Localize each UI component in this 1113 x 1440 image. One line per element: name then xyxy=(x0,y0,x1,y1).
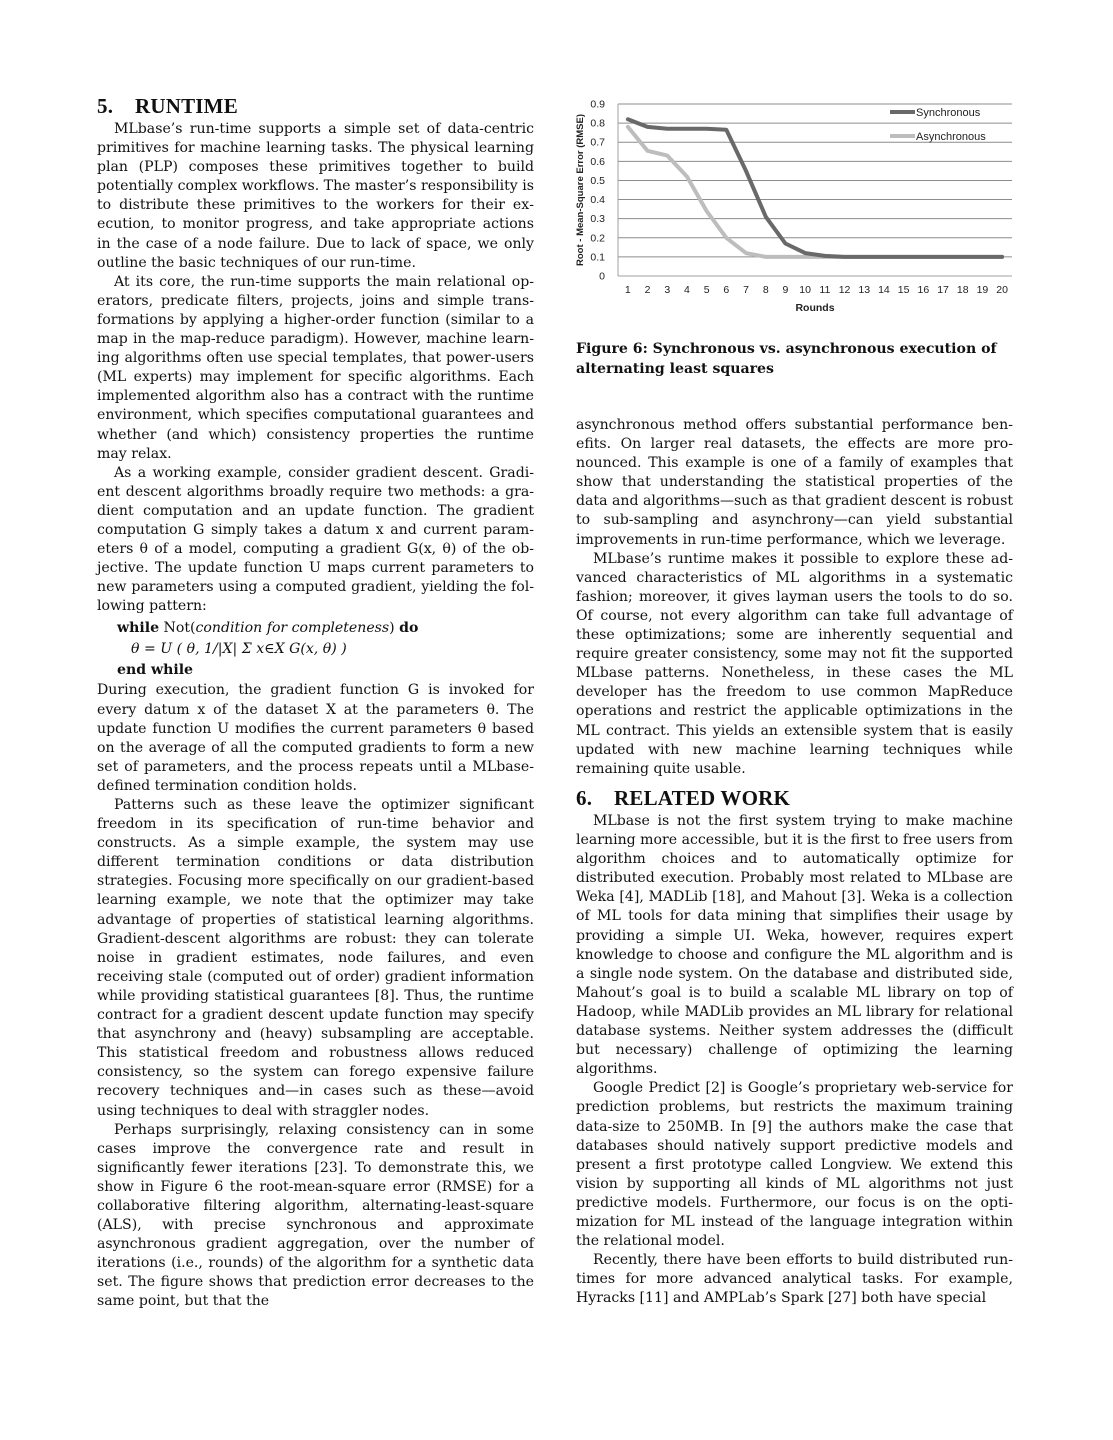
x-tick-label: 1 xyxy=(624,284,631,296)
left-column xyxy=(97,94,534,1312)
paragraph: As a working example, consider gradient descent. Gradient descent algorithms broadly require two methods: a gradient computation and an update function. The gradient computation G simply takes a datum x and current parameters θ of a model, computing a gradient G(x, θ) of the objective. The update function U maps current parameters to new parameters using a computed gradient, yielding the following pattern: xyxy=(97,464,534,615)
y-tick-label: 0.6 xyxy=(590,155,605,168)
y-tick-label: 0.4 xyxy=(590,194,605,207)
x-tick-label: 3 xyxy=(664,284,671,296)
section-title: RUNTIME xyxy=(135,94,238,118)
x-tick-label: 13 xyxy=(858,284,871,296)
section-number: 5. xyxy=(97,94,114,118)
right-column xyxy=(576,416,1013,779)
x-tick-label: 11 xyxy=(819,284,831,296)
paragraph: Perhaps surprisingly, relaxing consistency can in some cases improve the convergence rate and result in significantly fewer iterations [23]. To demonstrate this, we show in Figure 6 the root-mean-square error (RMSE) for a collaborative filtering algorithm, alternating-least-square (ALS), with precise synchronous and approximate asynchronous gradient aggregation, over the number of iterations (i.e., rounds) of the algorithm for a synthetic data set. The figure shows that prediction error decreases to the same point, but that the xyxy=(97,1121,534,1310)
y-tick-label: 0.1 xyxy=(590,251,605,264)
x-tick-label: 14 xyxy=(878,284,890,296)
x-tick-label: 18 xyxy=(956,284,969,296)
paragraph: At its core, the run-time supports the main relational operators, predicate filters, projects, joins and simple transformations by applying a higher-order function (similar to a map in the map-reduce paradigm). However, machine learning algorithms often use special templates, that power-users (ML experts) may implement for specific algorithms. Each implemented algorithm also has a contract with the runtime environment, which specifies computational guarantees and whether (and which) consistency properties the runtime may relax. xyxy=(97,273,534,462)
paragraph: Recently, there have been efforts to build distributed runtimes for more advanced analytical tasks. For example, Hyracks [11] and AMPLab’s Spark [27] both have special xyxy=(576,1252,1013,1307)
x-tick-label: 17 xyxy=(937,284,949,296)
related-work-section xyxy=(576,786,1013,1308)
algorithm-line-while: while Not(condition for completeness) do xyxy=(117,620,419,637)
section-heading-related-work xyxy=(576,786,1013,810)
paragraph: Patterns such as these leave the optimizer significant freedom in its specification of run-time behavior and constructs. As a simple example, the system may use different termination conditions or data distribution strategies. Focusing more specifically on our gradient-based learning example, we note that the optimizer may take advantage of properties of statistical learning algorithms. Gradient-descent algorithms are robust: they can tolerate noise in gradient estimates, node failures, and even receiving stale (computed out of order) gradient information while providing statistical guarantees [8]. Thus, the runtime contract for a gradient descent update function may specify that asynchrony and (heavy) subsampling are acceptable. This statistical freedom and robustness allows reduced consistency, so the system can forego expensive failure recovery techniques and—in cases such as these—avoid using techniques to deal with straggler nodes. xyxy=(97,797,534,1119)
y-tick-label: 0.5 xyxy=(590,174,605,187)
x-tick-label: 5 xyxy=(703,284,710,296)
x-tick-label: 8 xyxy=(762,284,769,296)
y-tick-label: 0.9 xyxy=(590,98,605,111)
legend-label-asynchronous: Asynchronous xyxy=(916,131,986,143)
paragraph: During execution, the gradient function G is invoked for every datum x of the dataset X at the parameters θ. The update function U modifies the current parameters θ based on the average of all the computed gradients to form a new set of parameters, and the process repeats until a MLbase-defined termination condition holds. xyxy=(97,682,534,794)
x-tick-label: 10 xyxy=(799,284,811,296)
x-tick-label: 2 xyxy=(644,284,651,296)
paragraph: Google Predict [2] is Google’s proprietary web-service for prediction problems, but restricts the maximum training data-size to 250MB. In [9] the authors make the case that databases should natively support predictive models and present a first prototype called Longview. We extend this vision by supporting all kinds of ML algorithms not just predictive models. Furthermore, our focus is on the optimization for ML instead of the language integration within the relational model. xyxy=(576,1080,1013,1250)
x-tick-label: 15 xyxy=(897,284,910,296)
y-tick-label: 0.2 xyxy=(590,232,605,245)
x-tick-label: 20 xyxy=(996,284,1008,296)
legend-label-synchronous: Synchronous xyxy=(916,107,981,119)
x-tick-label: 12 xyxy=(838,284,851,296)
x-tick-label: 19 xyxy=(976,284,989,296)
x-axis-label: Rounds xyxy=(795,302,835,314)
paragraph: MLbase is not the first system trying to make machine learning more accessible, but it is the first to free users from algorithm choices and to automatically optimize for distributed execution. Probably most related to MLbase are Weka [4], MADLib [18], and Mahout [3]. Weka is a collection of ML tools for data mining that simplifies their usage by providing a simple UI. Weka, however, requires expert knowledge to choose and configure the ML algorithm and is a single node system. On the database and distributed side, Mahout’s goal is to build a scalable ML library on top of Hadoop, while MADLib provides an ML library for relational database systems. Neither system addresses the (difficult but necessary) challenge of optimizing the learning algorithms. xyxy=(576,813,1013,1078)
paragraph: MLbase’s runtime makes it possible to explore these advanced characteristics of ML algorithms in a systematic fashion; moreover, it gives layman users the tools to do so. Of course, not every algorithm can take full advantage of these optimizations; some are inherently sequential and require greater consistency, some may not fit the supported MLbase patterns. Nonetheless, in these cases the ML developer has the freedom to use common MapReduce operations and restrict the applicable optimizations in the ML contract. This yields an extensible system that is easily updated with new machine learning techniques while remaining quite usable. xyxy=(576,550,1013,777)
x-tick-label: 6 xyxy=(723,284,730,296)
x-tick-label: 4 xyxy=(684,284,690,296)
y-tick-label: 0 xyxy=(599,270,605,283)
algorithm-line-end: end while xyxy=(117,662,194,679)
y-tick-label: 0.8 xyxy=(590,117,605,130)
x-tick-label: 9 xyxy=(782,284,789,296)
figure-caption: Figure 6: Synchronous vs. asynchronous execution of alternating least squares xyxy=(576,341,997,377)
paragraph: asynchronous method offers substantial performance benefits. On larger real datasets, the effects are more pronounced. This example is one of a family of examples that show that understanding the statistical properties of the data and algorithms—such as that gradient descent is robust to sub-sampling and asynchrony—can yield substantial improvements in run-time performance, which we leverage. xyxy=(576,417,1013,548)
section-title: RELATED WORK xyxy=(614,786,791,810)
section-heading-runtime xyxy=(97,94,534,118)
x-tick-label: 16 xyxy=(917,284,930,296)
y-tick-label: 0.3 xyxy=(590,213,605,226)
algorithm-update-line: θ = U ( θ, 1/|X| Σ x∈X G(x, θ) ) xyxy=(131,641,347,658)
line-chart xyxy=(570,94,1020,324)
paragraph: MLbase’s run-time supports a simple set of data-centric primitives for machine learning tasks. The physical learning plan (PLP) composes these primitives together to build potentially complex workflows. The master’s responsibility is to distribute these primitives to the workers for their execution, to monitor progress, and take appropriate actions in the case of a node failure. Due to lack of space, we only outline the basic techniques of our run-time. xyxy=(97,121,534,271)
y-tick-label: 0.7 xyxy=(590,136,605,149)
algorithm-block xyxy=(117,618,534,681)
y-axis-label: Root - Mean-Square Error (RMSE) xyxy=(575,113,586,267)
figure-6-chart xyxy=(570,94,1020,324)
section-number: 6. xyxy=(576,786,593,810)
x-tick-label: 7 xyxy=(743,284,749,296)
